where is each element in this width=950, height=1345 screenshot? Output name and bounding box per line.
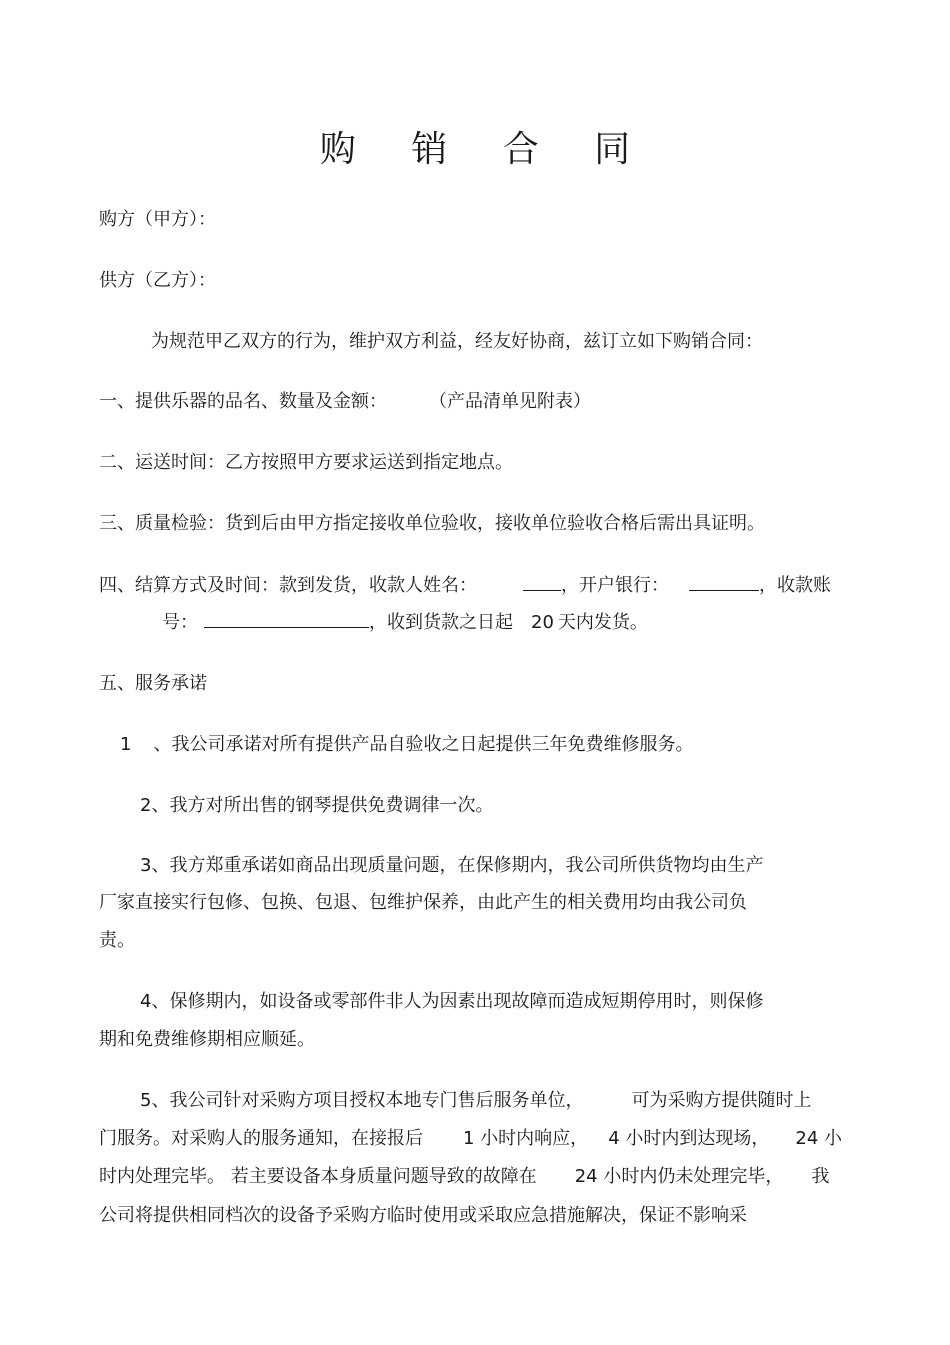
service-item-5-l2d: 24 小	[795, 1128, 843, 1149]
service-item-5-l3a: 时内处理完毕。 若主要设备本身质量问题导致的故障在	[99, 1166, 537, 1187]
document-title: 购 销 合 同	[319, 129, 653, 170]
service-item-3-line-1: 3、我方郑重承诺如商品出现质量问题，在保修期内，我公司所供货物均由生产	[140, 855, 764, 876]
clause-4-part1: 四、结算方式及时间：款到发货，收款人姓名：	[99, 575, 477, 596]
service-item-4-line-1: 4、保修期内，如设备或零部件非人为因素出现故障而造成短期停用时，则保修	[140, 991, 764, 1012]
service-item-5-l3c: 我	[811, 1166, 830, 1187]
service-item-1	[120, 733, 693, 757]
bank-name-blank	[689, 572, 759, 591]
clause-4-line-1	[99, 572, 831, 598]
service-item-3-line-2: 厂家直接实行包修、包换、包退、包维护保养，由此产生的相关费用均由我公司负	[99, 892, 747, 913]
buyer-label: 购方（甲方）：	[99, 209, 216, 230]
service-item-4-line-2: 期和免费维修期相应顺延。	[99, 1029, 315, 1050]
service-item-5-l2b: 1 小时内响应，	[463, 1128, 589, 1149]
service-item-5-line-1	[140, 1089, 811, 1113]
service-item-5-l1a: 5、我公司针对采购方项目授权本地专门售后服务单位，	[140, 1090, 584, 1111]
delivery-days: 20	[531, 612, 554, 633]
service-item-3-line-3: 责。	[99, 930, 135, 951]
service-item-2: 2、我方对所出售的钢琴提供免费调律一次。	[140, 795, 494, 816]
clause-1	[99, 390, 591, 414]
service-item-1-text: 、我公司承诺对所有提供产品自验收之日起提供三年免费维修服务。	[153, 734, 694, 755]
clause-4-line-2	[162, 609, 648, 635]
service-item-1-number: 1	[120, 734, 132, 755]
service-item-5-line-2	[99, 1127, 842, 1151]
clause-1-note: （产品清单见附表）	[429, 391, 591, 412]
clause-4-part5: ，收到货款之日起	[369, 612, 513, 633]
clause-4-part3: ，收款账	[759, 575, 831, 596]
service-item-5-line-3	[99, 1165, 829, 1189]
seller-label: 供方（乙方）：	[99, 270, 216, 291]
clause-3: 三、质量检验：货到后由甲方指定接收单位验收，接收单位验收合格后需出具证明。	[99, 513, 765, 534]
service-item-5-line-4: 公司将提供相同档次的设备予采购方临时使用或采取应急措施解决，保证不影响采	[99, 1205, 747, 1226]
clause-5-heading: 五、服务承诺	[99, 673, 207, 694]
service-item-5-l1b: 可为采购方提供随时上	[631, 1090, 812, 1111]
clause-4-part6: 天内发货。	[557, 612, 648, 633]
account-number-blank	[204, 609, 369, 628]
clause-2: 二、运送时间：乙方按照甲方要求运送到指定地点。	[99, 452, 513, 473]
clause-4-part2: ，开户银行：	[561, 575, 669, 596]
service-item-5-l2a: 门服务。对采购人的服务通知，在接报后	[99, 1128, 423, 1149]
clause-4-part4: 号：	[162, 612, 198, 633]
payee-name-blank	[523, 572, 561, 591]
service-item-5-l2c: 4 小时内到达现场，	[608, 1128, 770, 1149]
service-item-5-l3b: 24 小时内仍未处理完毕，	[574, 1166, 784, 1187]
clause-1-text: 一、提供乐器的品名、数量及金额：	[99, 391, 387, 412]
intro-paragraph: 为规范甲乙双方的行为，维护双方利益，经友好协商，兹订立如下购销合同：	[151, 331, 763, 352]
